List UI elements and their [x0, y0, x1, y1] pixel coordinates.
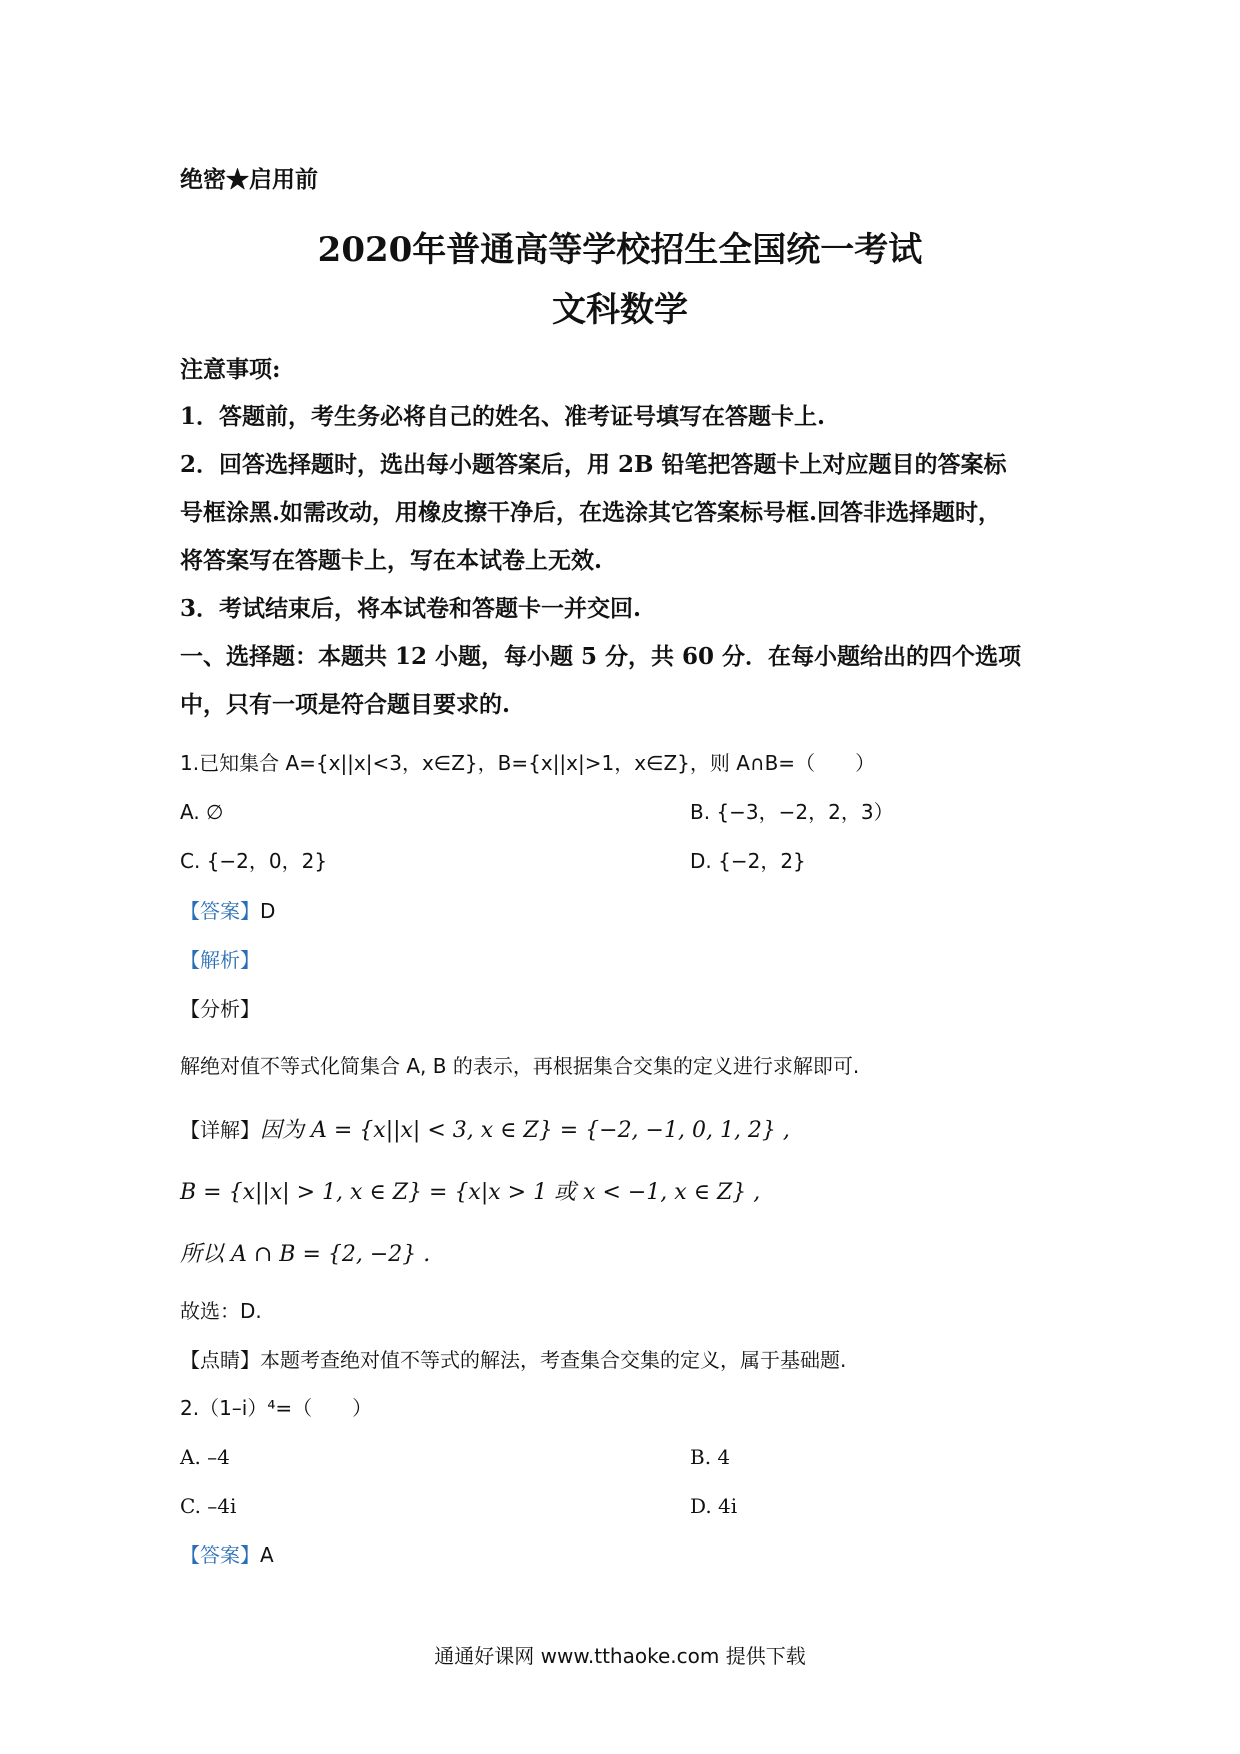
q2-option-b: B. 4 — [690, 1445, 731, 1469]
q1-option-d: D. {−2，2} — [690, 849, 806, 873]
detail-formula-1: 因为 A = {x||x| < 3, x ∈ Z} = {−2, −1, 0, 1, 2} , — [260, 1118, 790, 1143]
section-heading-line-2: 中，只有一项是符合题目要求的. — [180, 691, 511, 718]
q1-option-b: B. {−3，−2，2，3） — [690, 800, 894, 824]
q2-option-d: D. 4i — [690, 1494, 738, 1518]
q1-fenxi-text: 解绝对值不等式化简集合 A, B 的表示，再根据集合交集的定义进行求解即可. — [180, 1054, 860, 1078]
secret-mark: 绝密★启用前 — [180, 166, 318, 193]
notice-heading: 注意事项: — [180, 356, 281, 383]
detail-label: 【详解】 — [180, 1118, 260, 1142]
notice-item-3: 3．考试结束后，将本试卷和答题卡一并交回. — [180, 595, 642, 622]
q2-option-a: A. –4 — [180, 1445, 230, 1469]
q1-detail-line-1 — [180, 1115, 790, 1146]
dianjing-label: 【点睛】 — [180, 1348, 260, 1372]
q2-stem: 2.（1–i）⁴=（ ） — [180, 1396, 373, 1420]
section-heading-line-1: 一、选择题：本题共 12 小题，每小题 5 分，共 60 分．在每小题给出的四个选项 — [180, 643, 1022, 670]
q2-option-c: C. –4i — [180, 1494, 237, 1518]
q1-stem: 1.已知集合 A={x||x|<3，x∈Z}，B={x||x|>1，x∈Z}，则 A∩B=（ ） — [180, 751, 876, 775]
dianjing-text: 本题考查绝对值不等式的解法，考查集合交集的定义，属于基础题. — [260, 1348, 847, 1372]
q1-detail-line-2: B = {x||x| > 1, x ∈ Z} = {x|x > 1 或 x < −1, x ∈ Z} , — [180, 1180, 761, 1205]
q1-choose: 故选：D. — [180, 1299, 262, 1323]
notice-item-2-line-3: 将答案写在答题卡上，写在本试卷上无效. — [180, 547, 603, 574]
answer-label: 【答案】 — [180, 899, 260, 923]
q1-option-c: C. {−2，0，2} — [180, 849, 328, 873]
q1-dianjing — [180, 1345, 846, 1375]
notice-item-1: 1．答题前，考生务必将自己的姓名、准考证号填写在答题卡上. — [180, 403, 826, 430]
answer-label: 【答案】 — [180, 1543, 260, 1567]
q1-analysis-label: 【解析】 — [180, 948, 260, 972]
q1-option-a: A. ∅ — [180, 800, 224, 824]
q1-fenxi-label: 【分析】 — [180, 997, 260, 1021]
notice-item-2-line-2: 号框涂黑.如需改动，用橡皮擦干净后，在选涂其它答案标号框.回答非选择题时， — [180, 499, 1002, 526]
subject-title: 文科数学 — [552, 290, 688, 330]
page-footer: 通通好课网 www.tthaoke.com 提供下载 — [434, 1644, 806, 1668]
q2-answer — [180, 1540, 274, 1570]
answer-value: D — [260, 899, 276, 923]
exam-title: 2020年普通高等学校招生全国统一考试 — [317, 230, 923, 270]
notice-item-2-line-1: 2．回答选择题时，选出每小题答案后，用 2B 铅笔把答题卡上对应题目的答案标 — [180, 451, 1007, 478]
q1-answer — [180, 896, 275, 926]
q1-detail-line-3: 所以 A ∩ B = {2, −2} . — [180, 1242, 431, 1267]
answer-value: A — [260, 1543, 274, 1567]
